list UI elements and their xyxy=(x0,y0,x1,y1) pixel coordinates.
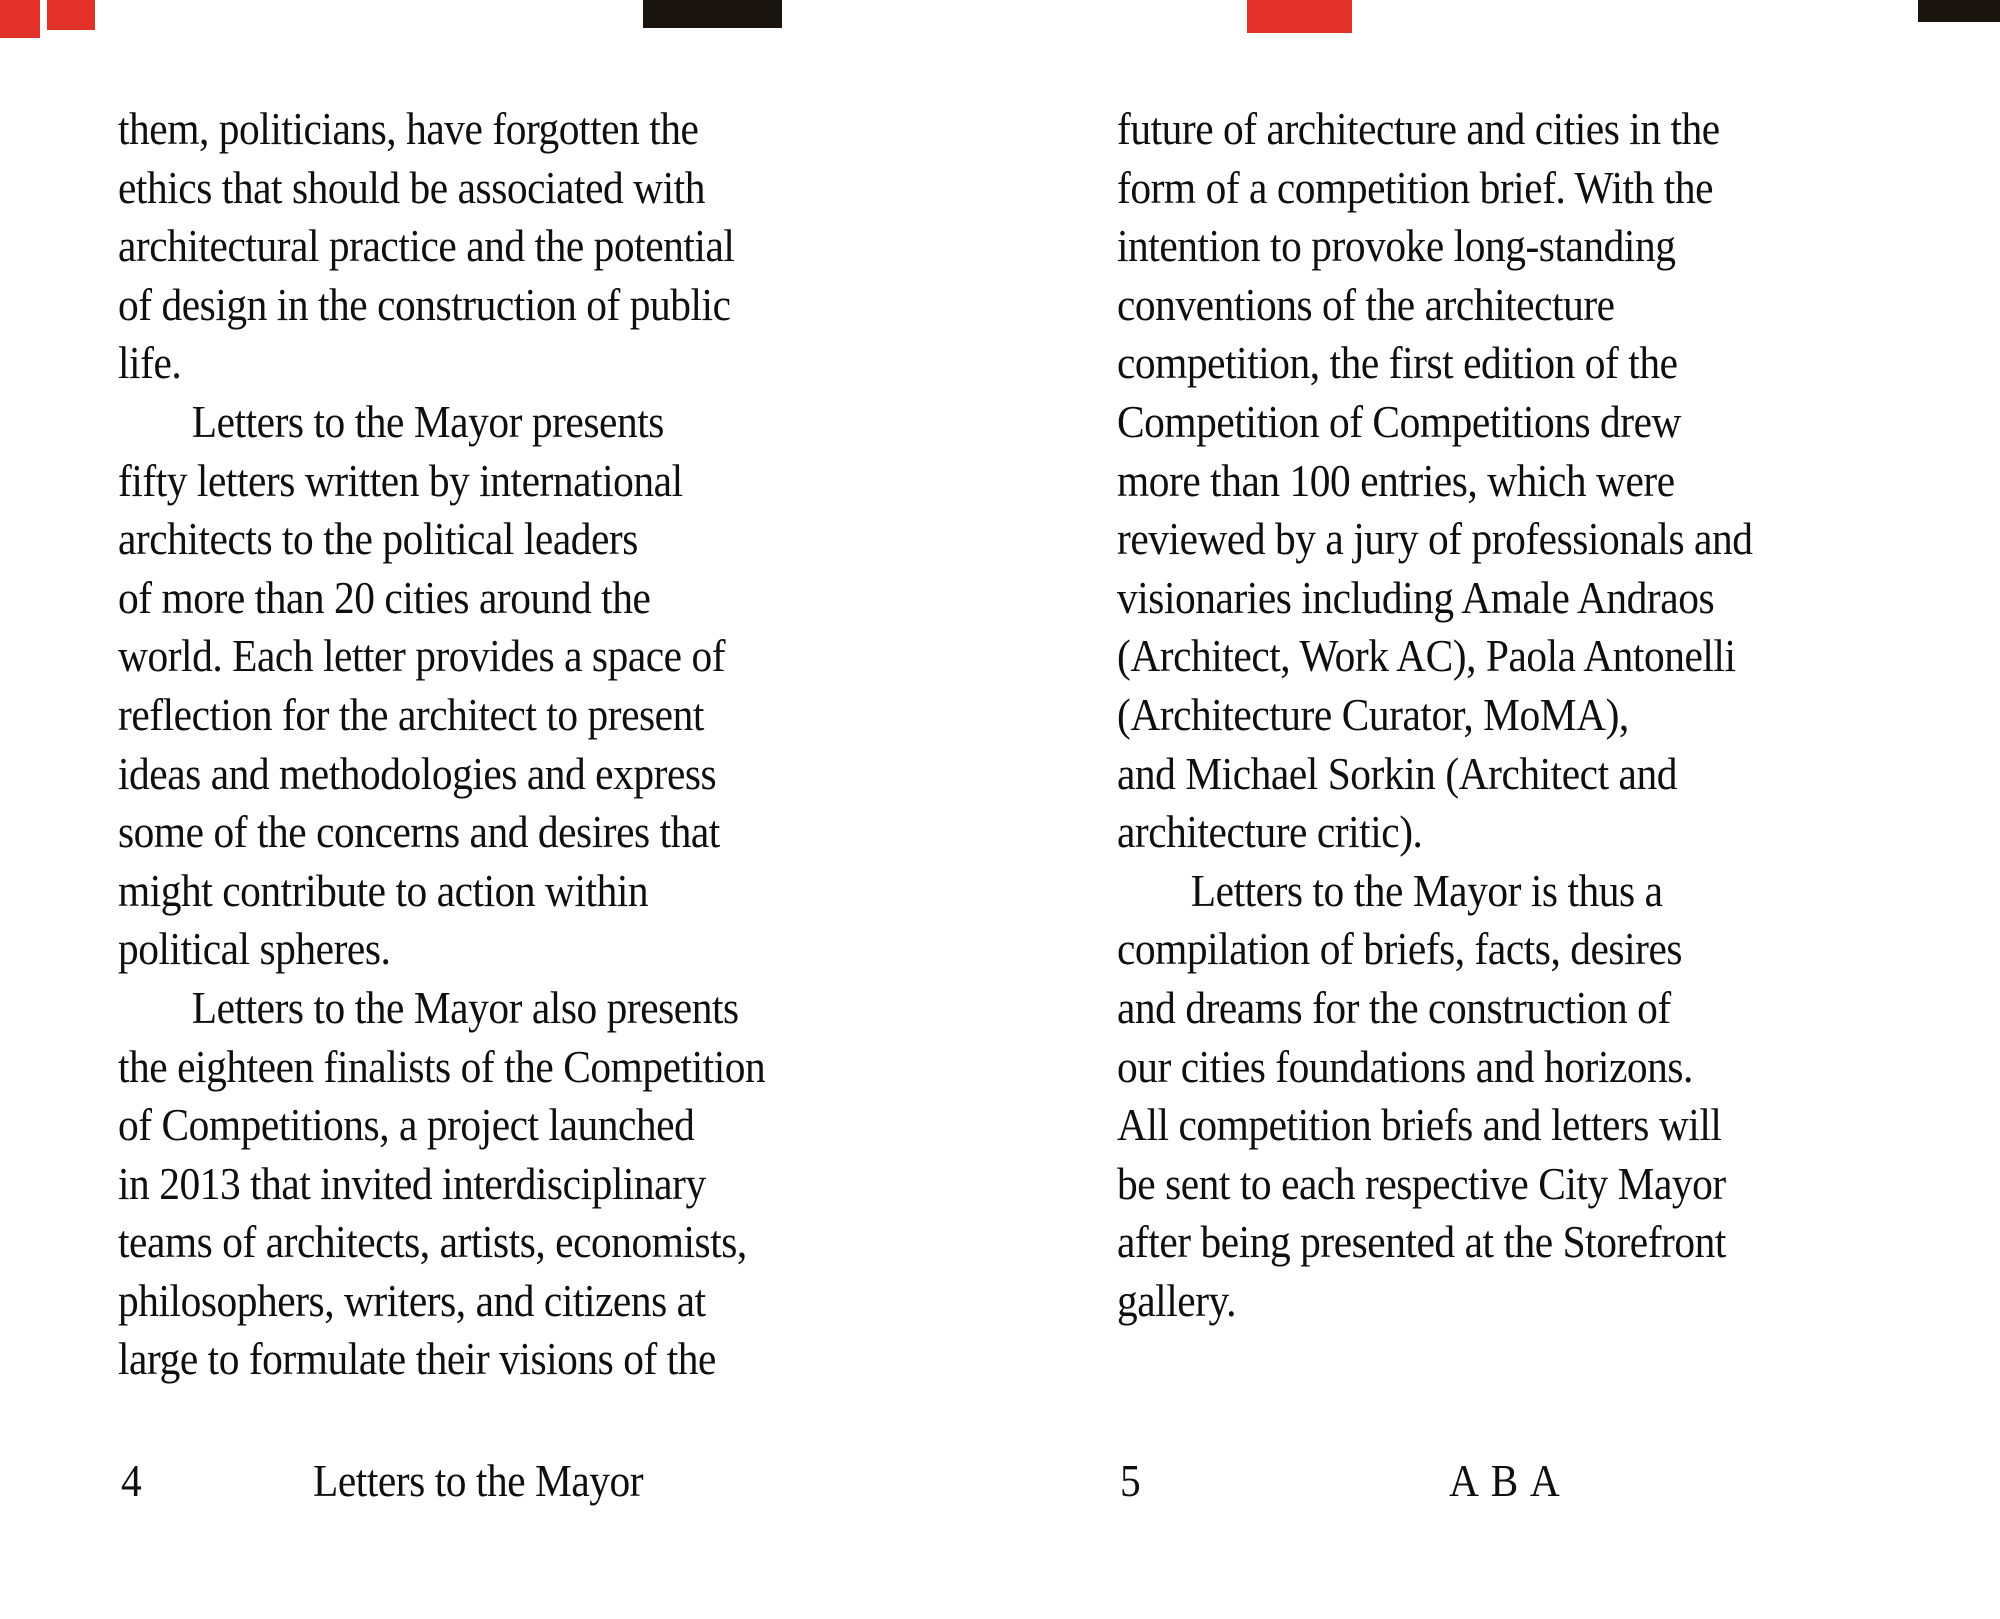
print-mark-red-left-a xyxy=(0,0,40,38)
text-line: the eighteen finalists of the Competition xyxy=(118,1040,766,1092)
print-mark-black-center xyxy=(643,0,782,28)
text-line: and Michael Sorkin (Architect and xyxy=(1117,747,1677,799)
text-line: gallery. xyxy=(1117,1274,1237,1326)
print-mark-red-left-b xyxy=(47,0,95,30)
print-mark-black-right xyxy=(1918,0,2000,22)
text-line: competition, the first edition of the xyxy=(1117,337,1678,389)
text-line: reflection for the architect to present xyxy=(118,688,704,740)
text-line: in 2013 that invited interdisciplinary xyxy=(118,1157,706,1209)
text-line: future of architecture and cities in the xyxy=(1117,103,1720,154)
print-mark-red-center xyxy=(1247,0,1352,33)
text-line: more than 100 entries, which were xyxy=(1117,454,1675,506)
text-line: world. Each letter provides a space of xyxy=(118,630,726,682)
text-line: ideas and methodologies and express xyxy=(118,747,717,799)
text-line: them, politicians, have forgotten the xyxy=(118,103,699,154)
text-line: be sent to each respective City Mayor xyxy=(1117,1157,1726,1209)
text-line: life. xyxy=(118,337,182,389)
text-line: reviewed by a jury of professionals and xyxy=(1117,513,1753,565)
text-line: of more than 20 cities around the xyxy=(118,571,651,623)
left-page-text-column xyxy=(118,100,765,1389)
text-line: (Architecture Curator, MoMA), xyxy=(1117,688,1629,740)
text-line: architectural practice and the potential xyxy=(118,220,735,272)
text-line: of Competitions, a project launched xyxy=(118,1099,695,1151)
right-running-title: A B A xyxy=(1449,1455,1562,1506)
text-line: architecture critic). xyxy=(1117,806,1423,858)
text-line: visionaries including Amale Andraos xyxy=(1117,571,1715,623)
text-line: ethics that should be associated with xyxy=(118,161,705,213)
text-line: compilation of briefs, facts, desires xyxy=(1117,923,1683,975)
text-line: fifty letters written by international xyxy=(118,454,683,506)
text-line: Letters to the Mayor presents xyxy=(191,395,664,447)
text-line: large to formulate their visions of the xyxy=(118,1333,716,1385)
left-running-title: Letters to the Mayor xyxy=(313,1455,644,1506)
text-line: conventions of the architecture xyxy=(1117,278,1615,330)
text-line: philosophers, writers, and citizens at xyxy=(118,1274,706,1326)
text-line: Letters to the Mayor also presents xyxy=(191,981,739,1033)
text-line: teams of architects, artists, economists, xyxy=(118,1216,747,1268)
text-line: intention to provoke long-standing xyxy=(1117,220,1676,272)
text-line: after being presented at the Storefront xyxy=(1117,1216,1726,1268)
text-line: Letters to the Mayor is thus a xyxy=(1190,864,1663,916)
text-line: might contribute to action within xyxy=(118,864,649,916)
text-line: architects to the political leaders xyxy=(118,513,638,565)
text-line: All competition briefs and letters will xyxy=(1117,1099,1722,1151)
text-line: (Architect, Work AC), Paola Antonelli xyxy=(1117,630,1736,682)
text-line: and dreams for the construction of xyxy=(1117,981,1671,1033)
text-line: form of a competition brief. With the xyxy=(1117,161,1714,213)
right-page-text-column xyxy=(1117,100,1752,1330)
text-line: some of the concerns and desires that xyxy=(118,806,720,858)
text-line: Competition of Competitions drew xyxy=(1117,395,1682,447)
right-page-number: 5 xyxy=(1120,1455,1141,1506)
text-line: political spheres. xyxy=(118,923,391,975)
text-line: our cities foundations and horizons. xyxy=(1117,1040,1693,1092)
left-page-number: 4 xyxy=(121,1455,142,1506)
text-line: of design in the construction of public xyxy=(118,278,731,330)
